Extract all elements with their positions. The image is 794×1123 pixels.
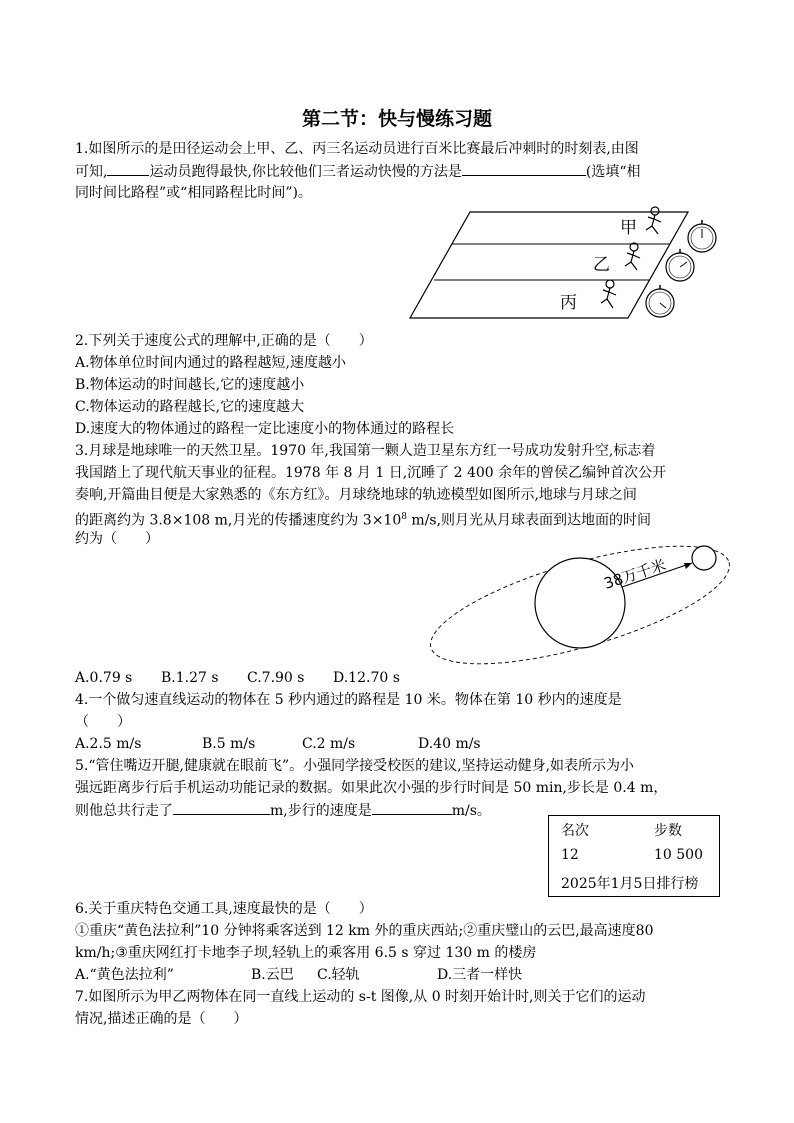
race-track-figure bbox=[400, 200, 730, 325]
q7-line-2: 情况,描述正确的是（ ） bbox=[75, 1011, 248, 1027]
q3-option-d[interactable]: D.12.70 s bbox=[333, 670, 400, 686]
q6-options bbox=[75, 964, 522, 986]
q5-line-3 bbox=[75, 799, 491, 822]
q5-blank-2[interactable] bbox=[372, 799, 452, 815]
q3-line-5: 约为（ ） bbox=[75, 531, 159, 547]
q3-line-2: 我国踏上了现代航天事业的征程。1978 年 8 月 1 日,沉睡了 2 400 余年的曾侯乙编钟首次公开 bbox=[75, 465, 667, 481]
earth-moon-orbit-figure bbox=[410, 535, 730, 675]
q6-option-d[interactable]: D.三者一样快 bbox=[437, 967, 523, 983]
q4-option-c[interactable]: C.2 m/s bbox=[302, 736, 356, 752]
q3-option-b[interactable]: B.1.27 s bbox=[161, 670, 219, 686]
q2-option-a[interactable]: A.物体单位时间内通过的路程越短,速度越小 bbox=[75, 355, 347, 371]
q1-blank-2[interactable] bbox=[462, 160, 586, 176]
q4-line-2: （ ） bbox=[75, 714, 131, 730]
q2-option-c[interactable]: C.物体运动的路程越长,它的速度越大 bbox=[75, 399, 305, 415]
q1-text-b: 运动员跑得最快,你比较他们三者运动快慢的方法是 bbox=[149, 164, 462, 180]
q1-line-1: 1.如图所示的是田径运动会上甲、乙、丙三名运动员进行百米比赛最后冲刺时的时刻表,由图 bbox=[75, 141, 639, 157]
table-header-steps: 步数 bbox=[654, 823, 682, 839]
q4-option-a[interactable]: A.2.5 m/s bbox=[75, 736, 142, 752]
table-header-rank: 名次 bbox=[561, 823, 589, 839]
table-cell-rank: 12 bbox=[561, 847, 579, 863]
q2-option-b[interactable]: B.物体运动的时间越长,它的速度越小 bbox=[75, 377, 305, 393]
q5-text-b: m,步行的速度是 bbox=[270, 803, 372, 819]
runner-c-icon bbox=[601, 280, 616, 308]
q6-option-a[interactable]: A.“黄色法拉利” bbox=[75, 967, 174, 983]
runner-b-icon bbox=[625, 243, 640, 270]
q3-line-4 bbox=[75, 506, 651, 532]
q1-blank-1[interactable] bbox=[107, 160, 149, 176]
q5-blank-1[interactable] bbox=[173, 799, 270, 815]
distance-label: 38万千米 bbox=[601, 555, 669, 593]
page-title: 第二节：快与慢练习题 bbox=[301, 108, 492, 130]
q3-exponent: 8 bbox=[401, 512, 407, 522]
q6-line-2: km/h;③重庆网红打卡地李子坝,轻轨上的乘客用 6.5 s 穿过 130 m 的楼房 bbox=[75, 945, 537, 961]
q5-line-2: 强远距离步行后手机运动功能记录的数据。如果此次小强的步行时间是 50 min,步长是 0.4 m， bbox=[75, 780, 668, 796]
stopwatch-b-icon bbox=[666, 249, 694, 281]
q4-option-b[interactable]: B.5 m/s bbox=[202, 736, 256, 752]
q4-options bbox=[75, 733, 481, 755]
runner-label-c: 丙 bbox=[560, 293, 577, 313]
runner-label-a: 甲 bbox=[620, 218, 637, 238]
table-cell-steps: 10 500 bbox=[654, 847, 703, 863]
stopwatch-a-icon bbox=[688, 220, 716, 252]
q1-line-2 bbox=[75, 160, 641, 183]
q2-stem: 2.下列关于速度公式的理解中,正确的是（ ） bbox=[75, 333, 373, 349]
q3-text-b: m/s,则月光从月球表面到达地面的时间 bbox=[406, 512, 652, 529]
stopwatch-c-icon bbox=[646, 285, 674, 317]
q5-text-c: m/s。 bbox=[451, 803, 491, 819]
q3-option-a[interactable]: A.0.79 s bbox=[75, 670, 133, 686]
q7-line-1: 7.如图所示为甲乙两物体在同一直线上运动的 s-t 图像,从 0 时刻开始计时,则关于它们的运动 bbox=[75, 989, 646, 1005]
q4-line-1: 4.一个做匀速直线运动的物体在 5 秒内通过的路程是 10 米。物体在第 10 秒内的速度是 bbox=[75, 692, 622, 708]
moon-icon bbox=[692, 546, 716, 570]
table-footer-date: 2025年1月5日排行榜 bbox=[561, 876, 699, 892]
runner-label-b: 乙 bbox=[593, 255, 610, 275]
q5-line-1: 5.“管住嘴迈开腿,健康就在眼前飞”。小强同学接受校医的建议,坚持运动健身,如表所示为小 bbox=[75, 758, 635, 774]
q2-option-d[interactable]: D.速度大的物体通过的路程一定比速度小的物体通过的路程长 bbox=[75, 421, 455, 437]
q4-option-d[interactable]: D.40 m/s bbox=[418, 736, 481, 752]
q3-line-1: 3.月球是地球唯一的天然卫星。1970 年,我国第一颗人造卫星东方红一号成功发射升空,标志着 bbox=[75, 443, 656, 459]
runner-a-icon bbox=[646, 207, 661, 234]
q3-option-c[interactable]: C.7.90 s bbox=[247, 670, 305, 686]
step-ranking-table bbox=[548, 815, 720, 897]
q6-option-b[interactable]: B.云巴 bbox=[251, 967, 294, 983]
q1-text-a: 可知, bbox=[75, 164, 108, 180]
q6-stem: 6.关于重庆特色交通工具,速度最快的是（ ） bbox=[75, 901, 373, 917]
q1-line-3: 同时间比路程”或“相同路程比时间”)。 bbox=[75, 185, 312, 201]
q6-option-c[interactable]: C.轻轨 bbox=[317, 967, 360, 983]
q5-text-a: 则他总共行走了 bbox=[75, 803, 173, 819]
q3-options bbox=[75, 667, 400, 689]
q1-text-c: (选填“相 bbox=[585, 164, 641, 180]
q3-text-a: 的距离约为 3.8×108 m,月光的传播速度约为 3×10 bbox=[75, 512, 402, 529]
q3-line-3: 奏响,开篇曲目便是大家熟悉的《东方红》。月球绕地球的轨迹模型如图所示,地球与月球之间 bbox=[75, 487, 637, 503]
q6-line-1: ①重庆“黄色法拉利”10 分钟将乘客送到 12 km 外的重庆西站;②重庆璧山的云巴,最高速度80 bbox=[75, 923, 654, 939]
